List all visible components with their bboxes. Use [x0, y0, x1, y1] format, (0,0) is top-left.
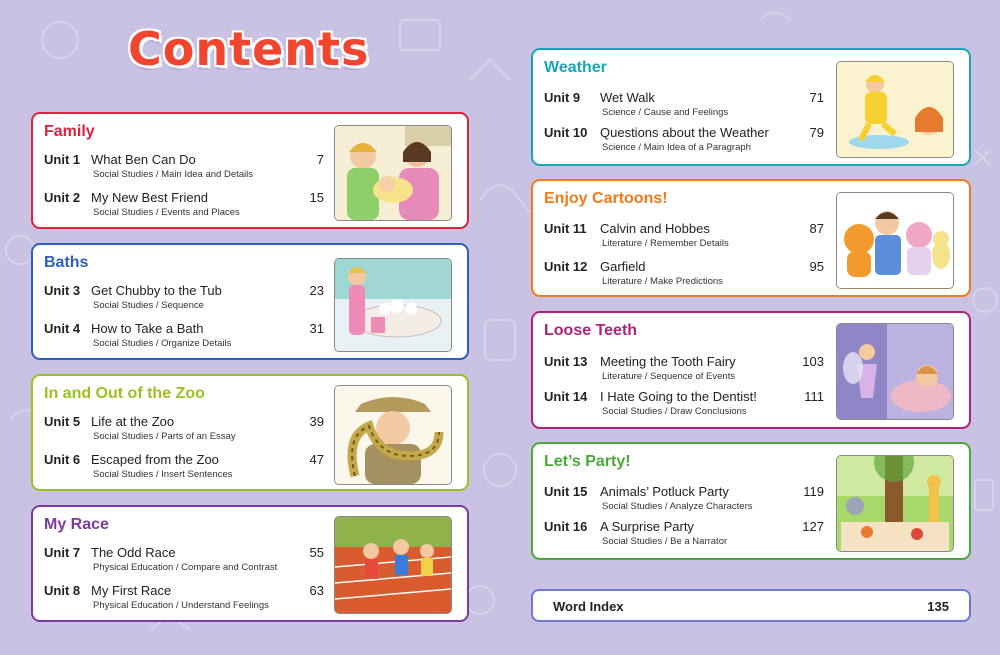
section-title-baths: Baths: [44, 254, 89, 271]
unit-number: Unit 6: [44, 452, 81, 467]
section-card-cartoons: [531, 179, 971, 297]
unit-number: Unit 4: [44, 321, 81, 336]
unit-subject: Literature / Remember Details: [602, 238, 729, 249]
unit-title: Get Chubby to the Tub: [91, 283, 222, 298]
word-index-page: 135: [927, 599, 949, 614]
unit-number: Unit 10: [544, 125, 588, 140]
section-card-weather: [531, 48, 971, 166]
unit-page: 79: [809, 125, 824, 140]
section-card-teeth: [531, 311, 971, 429]
unit-number: Unit 8: [44, 583, 81, 598]
section-title-teeth: Loose Teeth: [544, 322, 638, 339]
section-card-family: [31, 112, 469, 229]
unit-page: 111: [804, 389, 824, 404]
unit-row-1[interactable]: [44, 152, 344, 188]
race-illustration: [334, 516, 452, 614]
unit-number: Unit 1: [44, 152, 81, 167]
unit-title: Wet Walk: [600, 90, 655, 105]
unit-number: Unit 15: [544, 484, 588, 499]
unit-subject: Literature / Sequence of Events: [602, 371, 736, 382]
unit-number: Unit 11: [544, 221, 587, 236]
unit-number: Unit 3: [44, 283, 81, 298]
unit-row-3[interactable]: [44, 283, 344, 319]
unit-subject: Social Studies / Parts of an Essay: [93, 431, 236, 442]
unit-subject: Literature / Make Predictions: [602, 276, 723, 287]
unit-page: 47: [309, 452, 324, 467]
unit-title: The Odd Race: [91, 545, 176, 560]
unit-title: Animals’ Potluck Party: [600, 484, 729, 499]
word-index-bar[interactable]: [531, 589, 971, 622]
unit-page: 31: [309, 321, 324, 336]
unit-subject: Social Studies / Events and Places: [93, 207, 240, 218]
unit-subject: Science / Main Idea of a Paragraph: [602, 142, 751, 153]
unit-row-14[interactable]: [544, 389, 844, 425]
unit-number: Unit 14: [544, 389, 588, 404]
unit-page: 103: [802, 354, 824, 369]
unit-number: Unit 2: [44, 190, 81, 205]
unit-page: 87: [809, 221, 824, 236]
unit-row-16[interactable]: [544, 519, 844, 555]
zookeeper-illustration: [334, 385, 452, 485]
section-title-cartoons: Enjoy Cartoons!: [544, 190, 668, 207]
unit-title: A Surprise Party: [600, 519, 694, 534]
section-title-family: Family: [44, 123, 95, 140]
unit-title: Calvin and Hobbes: [600, 221, 710, 236]
unit-subject: Social Studies / Main Idea and Details: [93, 169, 254, 180]
unit-title: What Ben Can Do: [91, 152, 196, 167]
rain-illustration: [836, 61, 954, 158]
unit-number: Unit 9: [544, 90, 581, 105]
unit-subject: Social Studies / Organize Details: [93, 338, 232, 349]
unit-row-9[interactable]: [544, 90, 844, 126]
unit-subject: Social Studies / Insert Sentences: [93, 469, 233, 480]
unit-page: 55: [309, 545, 324, 560]
section-title-race: My Race: [44, 516, 109, 533]
unit-title: I Hate Going to the Dentist!: [600, 389, 757, 404]
unit-page: 95: [809, 259, 824, 274]
unit-page: 23: [309, 283, 324, 298]
family-illustration: [334, 125, 452, 221]
section-card-zoo: [31, 374, 469, 491]
unit-title: Meeting the Tooth Fairy: [600, 354, 736, 369]
unit-row-4[interactable]: [44, 321, 344, 357]
unit-subject: Science / Cause and Feelings: [602, 107, 729, 118]
section-title-party: Let’s Party!: [544, 453, 631, 470]
unit-number: Unit 13: [544, 354, 588, 369]
unit-row-11[interactable]: [544, 221, 844, 257]
cartoon-characters-illustration: [836, 192, 954, 289]
section-title-zoo: In and Out of the Zoo: [44, 385, 205, 402]
unit-number: Unit 16: [544, 519, 588, 534]
unit-row-7[interactable]: [44, 545, 344, 581]
section-title-weather: Weather: [544, 59, 607, 76]
unit-title: My New Best Friend: [91, 190, 209, 205]
section-card-party: [531, 442, 971, 560]
unit-row-8[interactable]: [44, 583, 344, 619]
unit-row-13[interactable]: [544, 354, 844, 390]
party-illustration: [836, 455, 954, 552]
unit-subject: Physical Education / Compare and Contrast: [93, 562, 278, 573]
unit-title: Garfield: [600, 259, 646, 274]
unit-page: 7: [316, 152, 324, 167]
unit-subject: Social Studies / Sequence: [93, 300, 204, 311]
unit-page: 63: [309, 583, 324, 598]
unit-row-10[interactable]: [544, 125, 844, 161]
section-card-race: [31, 505, 469, 622]
unit-subject: Social Studies / Draw Conclusions: [602, 406, 747, 417]
unit-row-2[interactable]: [44, 190, 344, 226]
page-title: Contents: [128, 22, 370, 76]
unit-title: How to Take a Bath: [91, 321, 204, 336]
unit-page: 39: [309, 414, 324, 429]
unit-number: Unit 5: [44, 414, 81, 429]
unit-subject: Social Studies / Analyze Characters: [602, 501, 753, 512]
unit-number: Unit 12: [544, 259, 588, 274]
unit-title: My First Race: [91, 583, 172, 598]
section-card-baths: [31, 243, 469, 360]
unit-page: 71: [809, 90, 824, 105]
unit-row-5[interactable]: [44, 414, 344, 450]
word-index-label: Word Index: [553, 599, 624, 614]
unit-title: Escaped from the Zoo: [91, 452, 219, 467]
bathtub-illustration: [334, 258, 452, 352]
tooth-fairy-illustration: [836, 323, 954, 420]
unit-subject: Physical Education / Understand Feelings: [93, 600, 269, 611]
unit-row-15[interactable]: [544, 484, 844, 520]
unit-page: 15: [309, 190, 324, 205]
unit-page: 119: [803, 484, 824, 499]
unit-title: Questions about the Weather: [600, 125, 769, 140]
unit-title: Life at the Zoo: [91, 414, 175, 429]
unit-number: Unit 7: [44, 545, 81, 560]
unit-subject: Social Studies / Be a Narrator: [602, 536, 728, 547]
unit-row-12[interactable]: [544, 259, 844, 295]
unit-page: 127: [802, 519, 824, 534]
unit-row-6[interactable]: [44, 452, 344, 488]
